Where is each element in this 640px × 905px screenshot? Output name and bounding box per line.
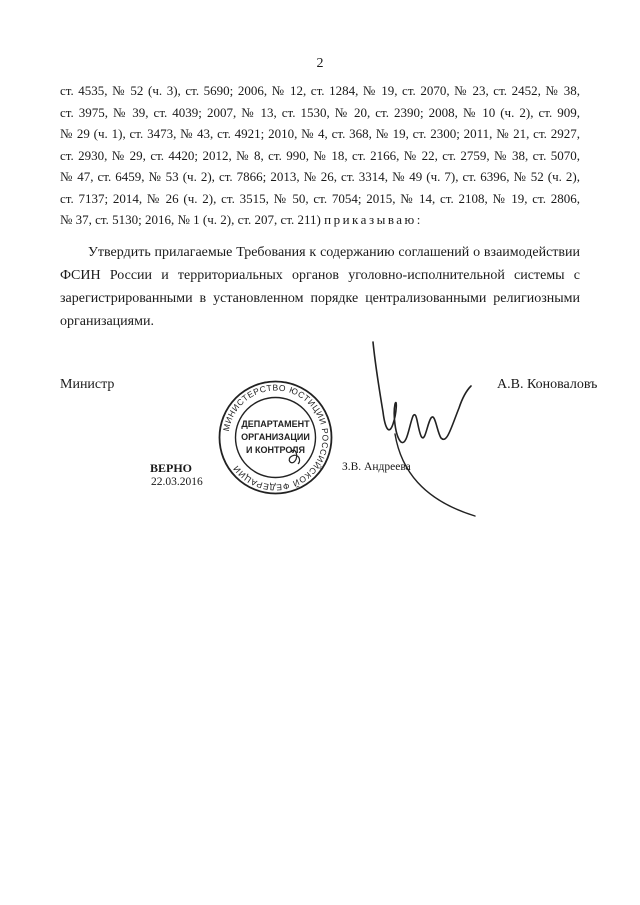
- certification-date: 22.03.2016: [151, 476, 203, 488]
- order-line: Утвердить прилагаемые Требования к содержанию соглашений о взаимодействии: [88, 245, 580, 260]
- certification-label: ВЕРНО: [150, 461, 193, 475]
- reference-line: № 29 (ч. 1), ст. 3473, № 43, ст. 4921; 2010, № 4, ст. 368, № 19, ст. 2300; 2011, № 21, ст. 2927,: [60, 126, 580, 141]
- order-line: зарегистрированными в установленном порядке централизованными религиозными: [60, 291, 580, 306]
- reference-line: № 47, ст. 6459, № 53 (ч. 2), ст. 7866; 2013, № 26, ст. 3314, № 49 (ч. 7), ст. 6396, № 52 (ч. 2),: [60, 169, 580, 184]
- reference-line: ст. 3975, № 39, ст. 4039; 2007, № 13, ст. 1530, № 20, ст. 2390; 2008, № 10 (ч. 2), ст. 909,: [60, 104, 580, 120]
- signatory-title: Министр: [60, 377, 115, 392]
- reference-line: ст. 7137; 2014, № 26 (ч. 2), ст. 3515, № 50, ст. 7054; 2015, № 14, ст. 2108, № 19, ст. 2806,: [60, 190, 580, 206]
- certifier-name: З.В. Андреева: [342, 461, 411, 473]
- page-number: 2: [316, 56, 324, 71]
- minister-signature: [355, 340, 480, 520]
- signature-stroke-tail: [395, 434, 475, 516]
- reference-last-line: [60, 209, 580, 231]
- stamp-line-3: И КОНТРОЛЯ: [246, 445, 305, 455]
- reference-line: ст. 4535, № 52 (ч. 3), ст. 5690; 2006, № 12, ст. 1284, № 19, ст. 2070, № 23, ст. 2452, № 38,: [60, 83, 580, 98]
- reference-line: ст. 2930, № 29, ст. 4420; 2012, № 8, ст. 990, № 18, ст. 2166, № 22, ст. 2759, № 38, ст. 5070,: [60, 147, 580, 163]
- reference-line: № 37, ст. 5130; 2016, № 1 (ч. 2), ст. 207, ст. 211): [60, 212, 321, 227]
- official-stamp: [213, 380, 338, 495]
- order-paragraph: [60, 241, 580, 333]
- stamp-line-1: ДЕПАРТАМЕНТ: [241, 419, 310, 429]
- legal-references: [60, 80, 580, 231]
- order-line: организациями.: [60, 314, 154, 329]
- order-line: ФСИН России и территориальных органов уголовно-исполнительной системы с: [60, 268, 580, 283]
- stamp-ring-text: МИНИСТЕРСТВО ЮСТИЦИИ РОССИЙСКОЙ ФЕДЕРАЦИИ: [220, 382, 331, 493]
- signatory-name: А.В. Коноваловъ: [497, 377, 598, 392]
- signature-stroke-main: [373, 342, 471, 443]
- stamp-line-2: ОРГАНИЗАЦИИ: [241, 432, 310, 442]
- order-word: приказываю:: [324, 212, 423, 227]
